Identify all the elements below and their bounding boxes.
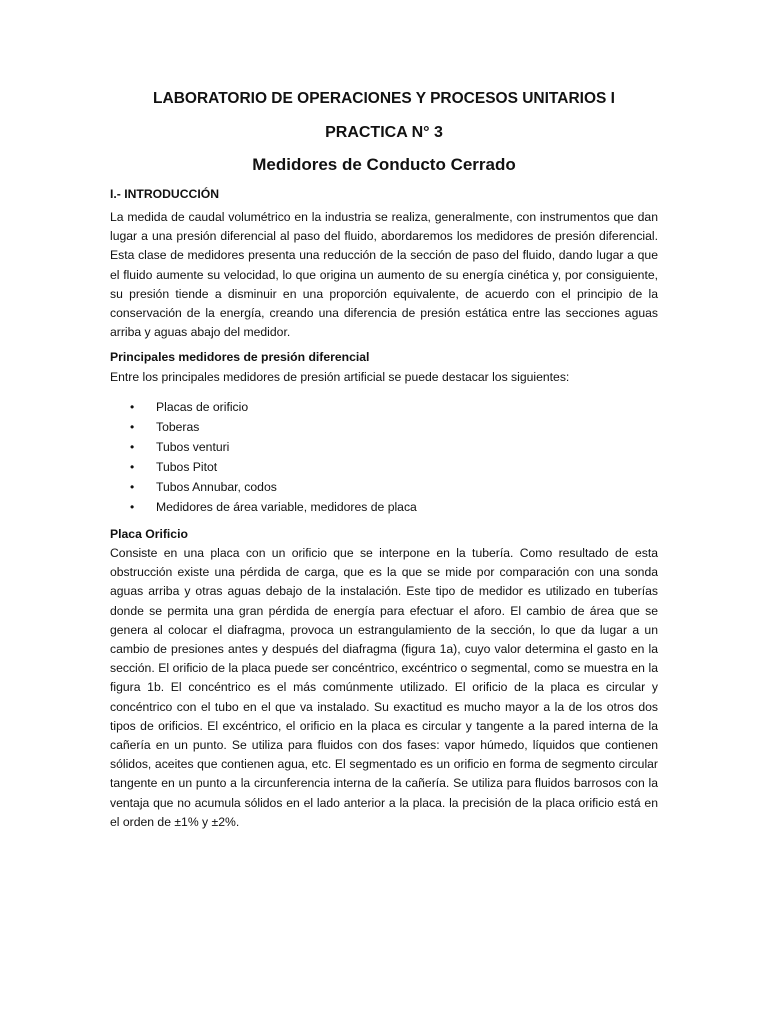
list-item-text: Tubos Pitot bbox=[156, 459, 218, 474]
intro-paragraph: La medida de caudal volumétrico en la industria se realiza, generalmente, con instrumentos que dan lugar a una presión diferencial al paso del fluido, abordaremos los medidores de presión diferencial. Esta clase de medidores presenta una reducción de la sección de paso del fluido, dando lugar a que el fluido aumente su velocidad, lo que origina un aumento de su energía cinética y, por consiguiente, su presión tiende a disminuir en una proporción equivalente, de acuerdo con el principio de la conservación de la energía, creando una diferencia de presión estática entre las secciones aguas arriba y aguas abajo del medidor. bbox=[110, 210, 658, 340]
intro-heading: I.- INTRODUCCIÓN bbox=[110, 187, 220, 201]
meter-list bbox=[110, 397, 658, 517]
bullet-icon: • bbox=[130, 399, 135, 414]
bullet-icon: • bbox=[130, 419, 135, 434]
list-item bbox=[110, 457, 658, 477]
list-item-text: Tubos venturi bbox=[156, 439, 230, 454]
list-item-text: Tubos Annubar, codos bbox=[156, 479, 277, 494]
list-item-text: Placas de orificio bbox=[156, 399, 249, 414]
document-subtitle: Medidores de Conducto Cerrado bbox=[252, 155, 516, 174]
list-item bbox=[110, 497, 658, 517]
bullet-icon: • bbox=[130, 459, 135, 474]
placa-paragraph: Consiste en una placa con un orificio que se interpone en la tubería. Como resultado de esta obstrucción existe una pérdida de carga, que es la que se mide por comparación con una sonda aguas arriba y otras aguas debajo de la instalación. Este tipo de medidor es utilizado en tuberías donde se permita una gran pérdida de energía para efectuar el aforo. El cambio de área que se genera al colocar el diafragma, provoca un estrangulamiento de la sección, lo que da lugar a un cambio de presiones antes y después del diafragma (figura 1a), cuyo valor determina el gasto en la sección. El orificio de la placa puede ser concéntrico, excéntrico o segmental, como se muestra en la figura 1b. El concéntrico es el más comúnmente utilizado. El orificio de la placa es circular y concéntrico con el tubo en el que va instalado. Su exactitud es mucho mayor a la de los otros dos tipos de orificios. El excéntrico, el orificio en la placa es circular y tangente a la pared interna de la cañería en un punto. Se utiliza para fluidos con dos fases: vapor húmedo, líquidos que contienen sólidos, aceites que contienen agua, etc. El segmentado es un orificio en forma de segmento circular tangente en un punto a la circunferencia interna de la cañería. Se utiliza para fluidos barrosos con la ventaja que no acumula sólidos en el lado anterior a la placa. la precisión de la placa orificio está en el orden de ±1% y ±2%. bbox=[110, 546, 658, 829]
list-item bbox=[110, 417, 658, 437]
bullet-icon: • bbox=[130, 499, 135, 514]
placa-heading: Placa Orificio bbox=[110, 526, 188, 541]
list-item bbox=[110, 477, 658, 497]
principal-intro: Entre los principales medidores de presión artificial se puede destacar los siguientes: bbox=[110, 369, 570, 384]
bullet-icon: • bbox=[130, 479, 135, 494]
list-item bbox=[110, 397, 658, 417]
list-item bbox=[110, 437, 658, 457]
bullet-icon: • bbox=[130, 439, 135, 454]
practice-number: PRACTICA N° 3 bbox=[325, 124, 443, 141]
document-title: LABORATORIO DE OPERACIONES Y PROCESOS UNITARIOS I bbox=[153, 90, 615, 107]
document-page bbox=[110, 88, 658, 832]
principal-heading: Principales medidores de presión diferencial bbox=[110, 350, 370, 365]
list-item-text: Toberas bbox=[156, 419, 200, 434]
list-item-text: Medidores de área variable, medidores de placa bbox=[156, 499, 417, 514]
